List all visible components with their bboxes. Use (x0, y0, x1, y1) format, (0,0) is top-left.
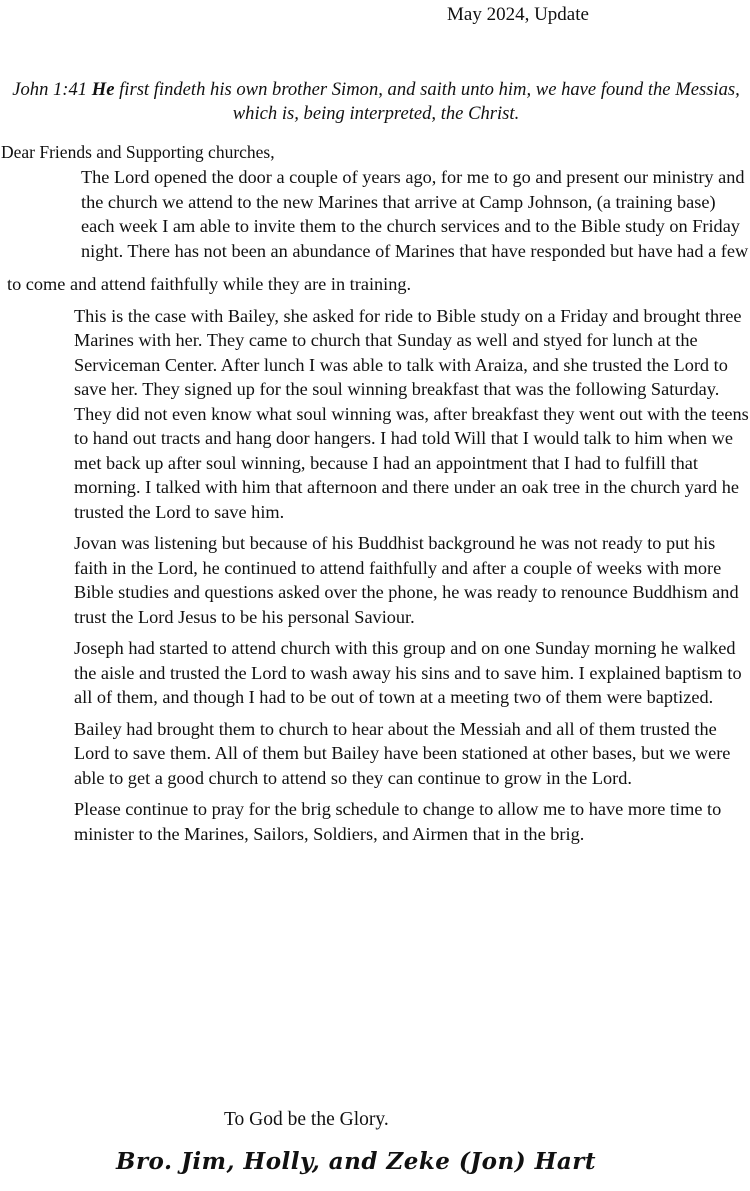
paragraph-2: to come and attend faithfully while they are in training. (7, 274, 412, 294)
signature: Bro. Jim, Holly, and Zeke (Jon) Hart (116, 1148, 597, 1175)
letter-date: May 2024, Update (447, 4, 589, 25)
paragraph-1: The Lord opened the door a couple of years ago, for me to go and present our ministry and the church we attend to the new Marines that arrive at Camp Johnson, (a training base) each week I am able to invite them to the church services and to the Bible study on Friday night. There has not been an abundance of Marines that have responded but have had a few (81, 167, 749, 261)
paragraph-7: Please continue to pray for the brig schedule to change to allow me to have more time to minister to the Marines, Sailors, Soldiers, and Airmen that in the brig. (74, 799, 722, 844)
paragraph-4: Jovan was listening but because of his Buddhist background he was not ready to put his faith in the Lord, he continued to attend faithfully and after a couple of weeks with more Bible studies and questions asked over the phone, he was ready to renounce Buddhism and trust the Lord Jesus to be his personal Saviour. (74, 533, 739, 627)
verse-reference: John 1:41 (12, 79, 88, 100)
paragraph-6: Bailey had brought them to church to hear about the Messiah and all of them trusted the Lord to save them. All of them but Bailey have been stationed at other bases, but we were able to get a good church to attend so they can continue to grow in the Lord. (74, 718, 731, 788)
verse-text: first findeth his own brother Simon, and saith unto him, we have found the Messias, which is, being interpreted, the Christ. (119, 79, 740, 124)
closing-line: To God be the Glory. (224, 1109, 389, 1130)
paragraph-5: Joseph had started to attend church with this group and on one Sunday morning he walked the aisle and trusted the Lord to wash away his sins and to save him. I explained baptism to all of them, and though I had to be out of town at a meeting two of them were baptized. (74, 638, 742, 707)
verse-emphasis: He (91, 79, 115, 100)
letter-body (1, 165, 749, 846)
scripture-verse (10, 78, 742, 126)
paragraph-3: This is the case with Bailey, she asked for ride to Bible study on a Friday and brought three Marines with her. They came to church that Sunday as well and styed for lunch at the Serviceman Center. After lunch I was able to talk with Araiza, and she trusted the Lord to save her. They signed up for the soul winning breakfast that was the following Saturday. They did not even know what soul winning was, after breakfast they went out with the teens to hand out tracts and hang door hangers. I had told Will that I would talk to him when we met back up after soul winning, because I had an appointment that I had to fulfill that morning. I talked with him that afternoon and there under an oak tree in the church yard he trusted the Lord to save him. (74, 305, 749, 522)
greeting: Dear Friends and Supporting churches, (1, 142, 275, 162)
